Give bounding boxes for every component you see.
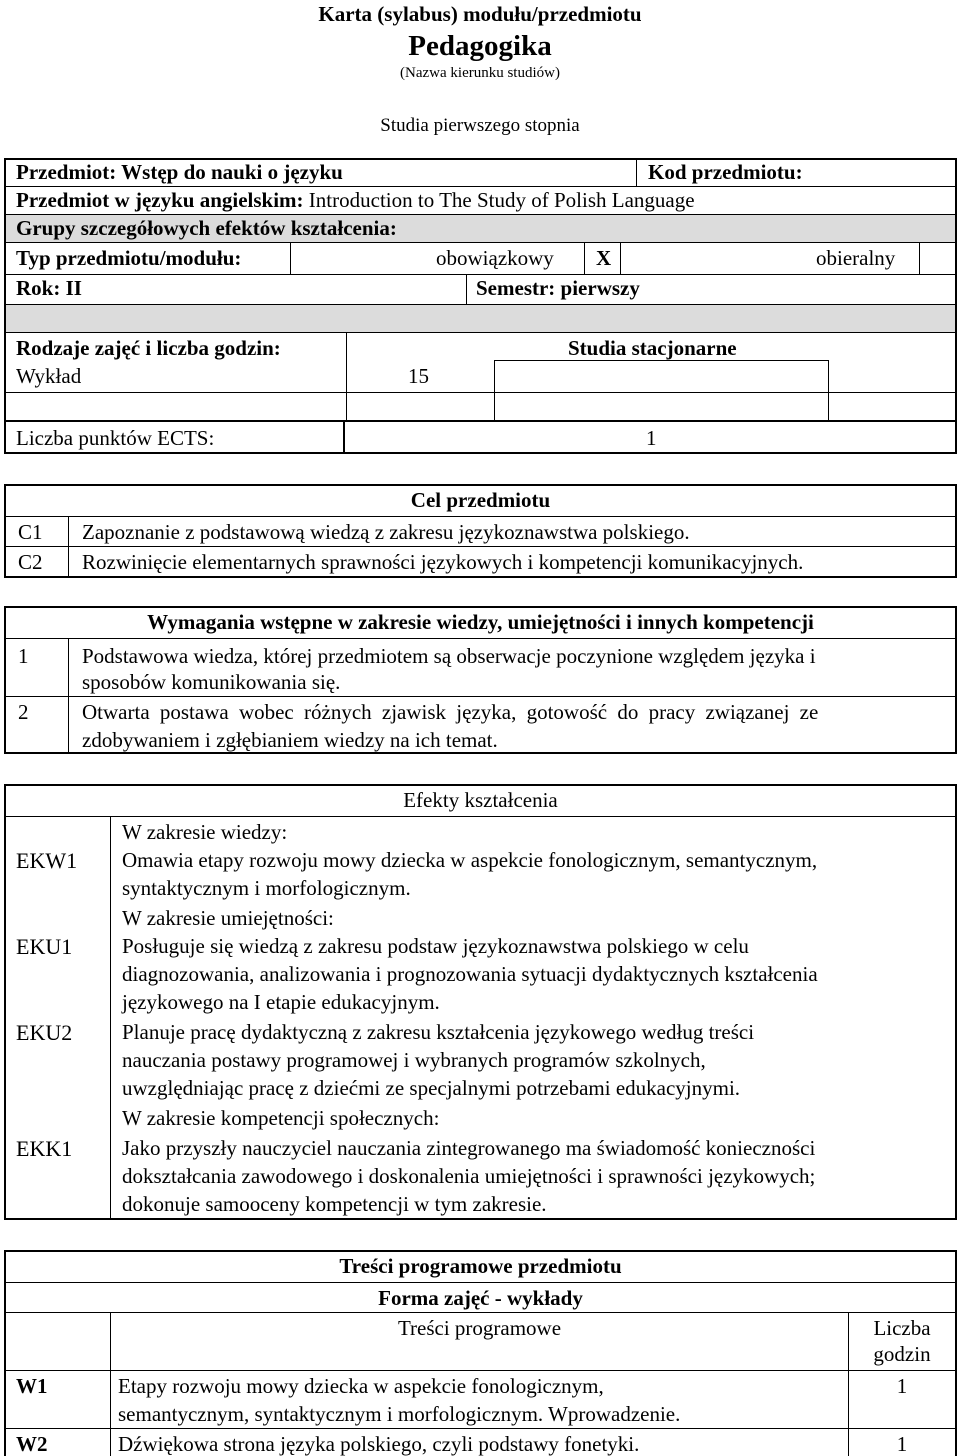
content-column-header: Treści programowe [397, 1316, 562, 1340]
outcome-line: Planuje pracę dydaktyczną z zakresu kształcenia językowego według treści [122, 1020, 755, 1044]
goal-text: Rozwinięcie elementarnych sprawności językowych i kompetencji komunikacyjnych. [82, 550, 804, 574]
outcomes-title: Efekty kształcenia [403, 788, 558, 812]
outcome-line: diagnozowania, analizowania i prognozowania sytuacji dydaktycznych kształcenia [122, 962, 818, 986]
english-name-value: Introduction to The Study of Polish Language [308, 188, 695, 212]
requirement-line: Otwarta postawa wobec różnych zjawisk języka, gotowość do pracy związanej ze [82, 700, 819, 724]
card-title: Karta (sylabus) modułu/przedmiotu [318, 2, 642, 26]
study-level: Studia pierwszego stopnia [380, 115, 580, 136]
english-name-row [16, 190, 695, 211]
content-row-line: Dźwiękowa strona języka polskiego, czyli podstawy fonetyki. [118, 1432, 640, 1456]
requirement-code: 1 [18, 644, 29, 668]
outcome-line: dokształcania zawodowego i doskonalenia umiejętności i sprawności językowych; [122, 1164, 816, 1188]
outcome-line: językowego na I etapie edukacyjnym. [122, 990, 440, 1014]
program-note: (Nazwa kierunku studiów) [400, 65, 560, 81]
requirement-code: 2 [18, 700, 29, 724]
content-title: Treści programowe przedmiotu [339, 1254, 622, 1278]
outcome-code: EKK1 [16, 1136, 73, 1161]
english-name-label: Przedmiot w języku angielskim: [16, 188, 304, 212]
outcome-line: uwzględniając pracę z dziećmi ze specjalnymi potrzebami edukacyjnymi. [122, 1076, 741, 1100]
social-heading: W zakresie kompetencji społecznych: [122, 1106, 440, 1130]
requirement-line: sposobów komunikowania się. [82, 670, 341, 694]
knowledge-heading: W zakresie wiedzy: [122, 820, 288, 844]
content-row-hours: 1 [896, 1374, 908, 1398]
ects-value: 1 [646, 426, 657, 450]
type-mandatory-mark: X [596, 246, 612, 270]
outcome-line: syntaktycznym i morfologicznym. [122, 876, 411, 900]
ects-label: Liczba punktów ECTS: [16, 426, 215, 450]
content-row-code: W2 [16, 1432, 48, 1456]
type-elective: obieralny [816, 246, 896, 270]
outcome-line: dokonuje samooceny kompetencji w tym zakresie. [122, 1192, 547, 1216]
outcome-line: nauczania postawy programowej i wybranych programów szkolnych, [122, 1048, 706, 1072]
subject-name: Przedmiot: Wstęp do nauki o języku [16, 160, 343, 184]
subject-code-label: Kod przedmiotu: [648, 160, 803, 184]
lecture-name: Wykład [16, 364, 82, 388]
outcome-code: EKU2 [16, 1020, 73, 1045]
requirements-title: Wymagania wstępne w zakresie wiedzy, umiejętności i innych kompetencji [147, 610, 814, 634]
goal-code: C1 [18, 520, 43, 544]
outcome-code: EKU1 [16, 934, 73, 959]
type-mandatory: obowiązkowy [436, 246, 554, 270]
program-name: Pedagogika [408, 30, 552, 62]
groups-label: Grupy szczegółowych efektów kształcenia: [16, 216, 397, 240]
requirement-line: Podstawowa wiedza, której przedmiotem są obserwacje poczynione względem języka i [82, 644, 816, 668]
goals-title: Cel przedmiotu [410, 488, 551, 512]
hours-column-header-line2: godzin [873, 1342, 931, 1366]
spacer-row-bg [6, 304, 956, 332]
year-label: Rok: II [16, 276, 82, 300]
requirement-line: zdobywaniem i zgłębianiem wiedzy na ich temat. [82, 728, 498, 752]
outcome-code: EKW1 [16, 848, 78, 873]
goal-text: Zapoznanie z podstawową wiedzą z zakresu językoznawstwa polskiego. [82, 520, 690, 544]
content-row-hours: 1 [896, 1432, 908, 1456]
goal-code: C2 [18, 550, 43, 574]
outcome-line: Posługuje się wiedzą z zakresu podstaw językoznawstwa polskiego w celu [122, 934, 749, 958]
content-form: Forma zajęć - wykłady [378, 1286, 583, 1310]
semester-label: Semestr: pierwszy [476, 276, 640, 300]
hours-label: Rodzaje zajęć i liczba godzin: [16, 336, 281, 360]
content-row-code: W1 [16, 1374, 48, 1398]
type-label: Typ przedmiotu/modułu: [16, 246, 242, 270]
content-row-line: Etapy rozwoju mowy dziecka w aspekcie fonologicznym, [118, 1374, 604, 1398]
outcome-line: Jako przyszły nauczyciel nauczania zintegrowanego ma świadomość konieczności [122, 1136, 816, 1160]
skills-heading: W zakresie umiejętności: [122, 906, 334, 930]
outcome-line: Omawia etapy rozwoju mowy dziecka w aspekcie fonologicznym, semantycznym, [122, 848, 818, 872]
content-row-line: semantycznym, syntaktycznym i morfologicznym. Wprowadzenie. [118, 1402, 681, 1426]
study-mode: Studia stacjonarne [568, 336, 737, 360]
lecture-hours: 15 [408, 364, 429, 388]
hours-column-header-line1: Liczba [873, 1316, 931, 1340]
